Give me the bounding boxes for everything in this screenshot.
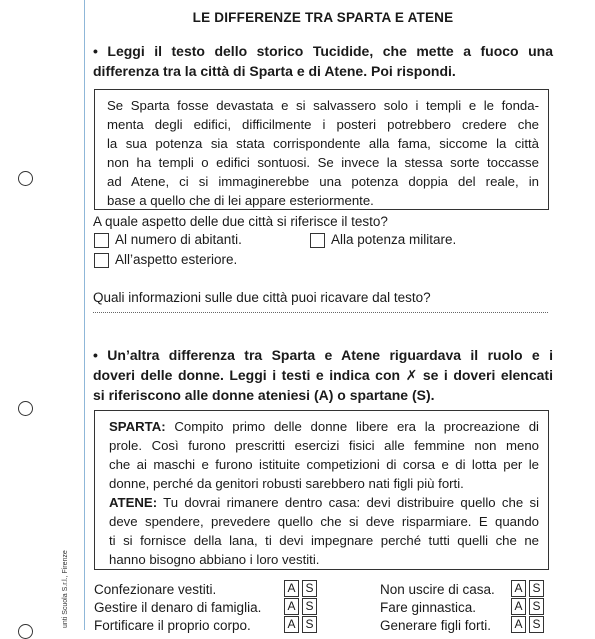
text-line: Se Sparta fosse devastata e si salvassero solo i templi e le fonda- xyxy=(107,98,539,113)
question-aspect: A quale aspetto delle due città si riferisce il testo? xyxy=(93,214,388,229)
list-item: Confezionare vestiti. xyxy=(94,582,217,597)
list-item: Fare ginnastica. xyxy=(380,600,477,615)
answer-a-box[interactable]: A xyxy=(284,580,299,597)
text-line xyxy=(109,493,539,512)
answer-a-box[interactable]: A xyxy=(284,598,299,615)
instruction-line: • Un’altra differenza tra Sparta e Atene riguardava il ruolo e i xyxy=(93,347,553,363)
list-item: Fortificare il proprio corpo. xyxy=(94,618,251,633)
text-line: donne, perché da genitori robusti sarebbero nati figli più forti. xyxy=(109,476,464,491)
exercise2-instruction xyxy=(93,345,553,405)
text-line: ti si fornisce della lana, ti devi impegnare perché tutti quelli che ne xyxy=(109,533,539,548)
text-line: menta degli edifici, difficilmente i posteri potrebbero credere che xyxy=(107,117,539,132)
answer-boxes xyxy=(284,580,320,597)
option-label: Alla potenza militare. xyxy=(331,232,457,247)
text-line xyxy=(109,417,539,436)
option-label: All’aspetto esteriore. xyxy=(115,252,238,267)
binder-hole-2 xyxy=(18,401,33,416)
answer-boxes xyxy=(511,616,547,633)
instruction-line: si riferiscono alle donne ateniesi (A) o spartane (S). xyxy=(93,387,435,403)
instruction-line: doveri delle donne. Leggi i testi e indica con ✗ se i doveri elencati xyxy=(93,367,553,383)
answer-s-box[interactable]: S xyxy=(302,616,317,633)
text-line: prole. Così furono prescritti esercizi fisici alle femmine non meno xyxy=(109,438,539,453)
text-line: la sua potenza sia stata corrispondente alla fama, siccome la città xyxy=(107,136,539,151)
list-item: Generare figli forti. xyxy=(380,618,492,633)
answer-a-box[interactable]: A xyxy=(284,616,299,633)
binder-hole-3 xyxy=(18,624,33,639)
answer-s-box[interactable]: S xyxy=(529,580,544,597)
answer-s-box[interactable]: S xyxy=(529,598,544,615)
text-line: non ha templi o edifici sontuosi. Se invece la stessa sorte toccasse xyxy=(107,155,539,170)
text-line: hanno bisogno abbiano i loro vestiti. xyxy=(109,552,320,567)
sparta-label: SPARTA: xyxy=(109,419,166,434)
publisher-credit: unti Scuola S.r.l., Firenze xyxy=(62,550,69,628)
answer-s-box[interactable]: S xyxy=(302,580,317,597)
instruction-line: • Leggi il testo dello storico Tucidide, che mette a fuoco una xyxy=(93,43,553,59)
text-line: base a quello che di lei appare esteriormente. xyxy=(107,193,374,208)
answer-a-box[interactable]: A xyxy=(511,580,526,597)
answer-boxes xyxy=(511,598,547,615)
atene-label: ATENE: xyxy=(109,495,158,510)
list-item: Gestire il denaro di famiglia. xyxy=(94,600,262,615)
answer-a-box[interactable]: A xyxy=(511,616,526,633)
text-line: deve spendere, prevedere quello che si deve risparmiare. E quando xyxy=(109,514,539,529)
option-aspetto-esteriore[interactable] xyxy=(94,251,237,269)
sparta-atene-text-box xyxy=(94,410,549,570)
option-potenza-militare[interactable] xyxy=(310,231,456,249)
text-line: che ai maschi e furono istituite competizioni di corsa e di lotta per le xyxy=(109,457,539,472)
binder-hole-1 xyxy=(18,171,33,186)
instruction-line: differenza tra la città di Sparta e di Atene. Poi rispondi. xyxy=(93,63,456,79)
answer-line[interactable] xyxy=(93,312,548,313)
checkbox[interactable] xyxy=(94,233,109,248)
exercise1-instruction xyxy=(93,41,553,81)
margin-line xyxy=(84,0,85,630)
list-item: Non uscire di casa. xyxy=(380,582,495,597)
checkbox[interactable] xyxy=(94,253,109,268)
page-title: LE DIFFERENZE TRA SPARTA E ATENE xyxy=(192,10,454,25)
text-line: ad Atene, ci si immaginerebbe una potenza doppia del reale, in xyxy=(107,174,539,189)
checkbox[interactable] xyxy=(310,233,325,248)
answer-a-box[interactable]: A xyxy=(511,598,526,615)
option-label: Al numero di abitanti. xyxy=(115,232,242,247)
answer-s-box[interactable]: S xyxy=(302,598,317,615)
answer-boxes xyxy=(284,598,320,615)
tucidide-text-box xyxy=(94,89,549,210)
answer-boxes xyxy=(511,580,547,597)
answer-s-box[interactable]: S xyxy=(529,616,544,633)
option-abitanti[interactable] xyxy=(94,231,242,249)
question-informazioni: Quali informazioni sulle due città puoi ricavare dal testo? xyxy=(93,290,431,305)
text-fragment: Tu dovrai rimanere dentro casa: devi distribuire quello che si xyxy=(157,495,539,510)
text-fragment: Compito primo delle donne libere era la procreazione di xyxy=(165,419,539,434)
answer-boxes xyxy=(284,616,320,633)
